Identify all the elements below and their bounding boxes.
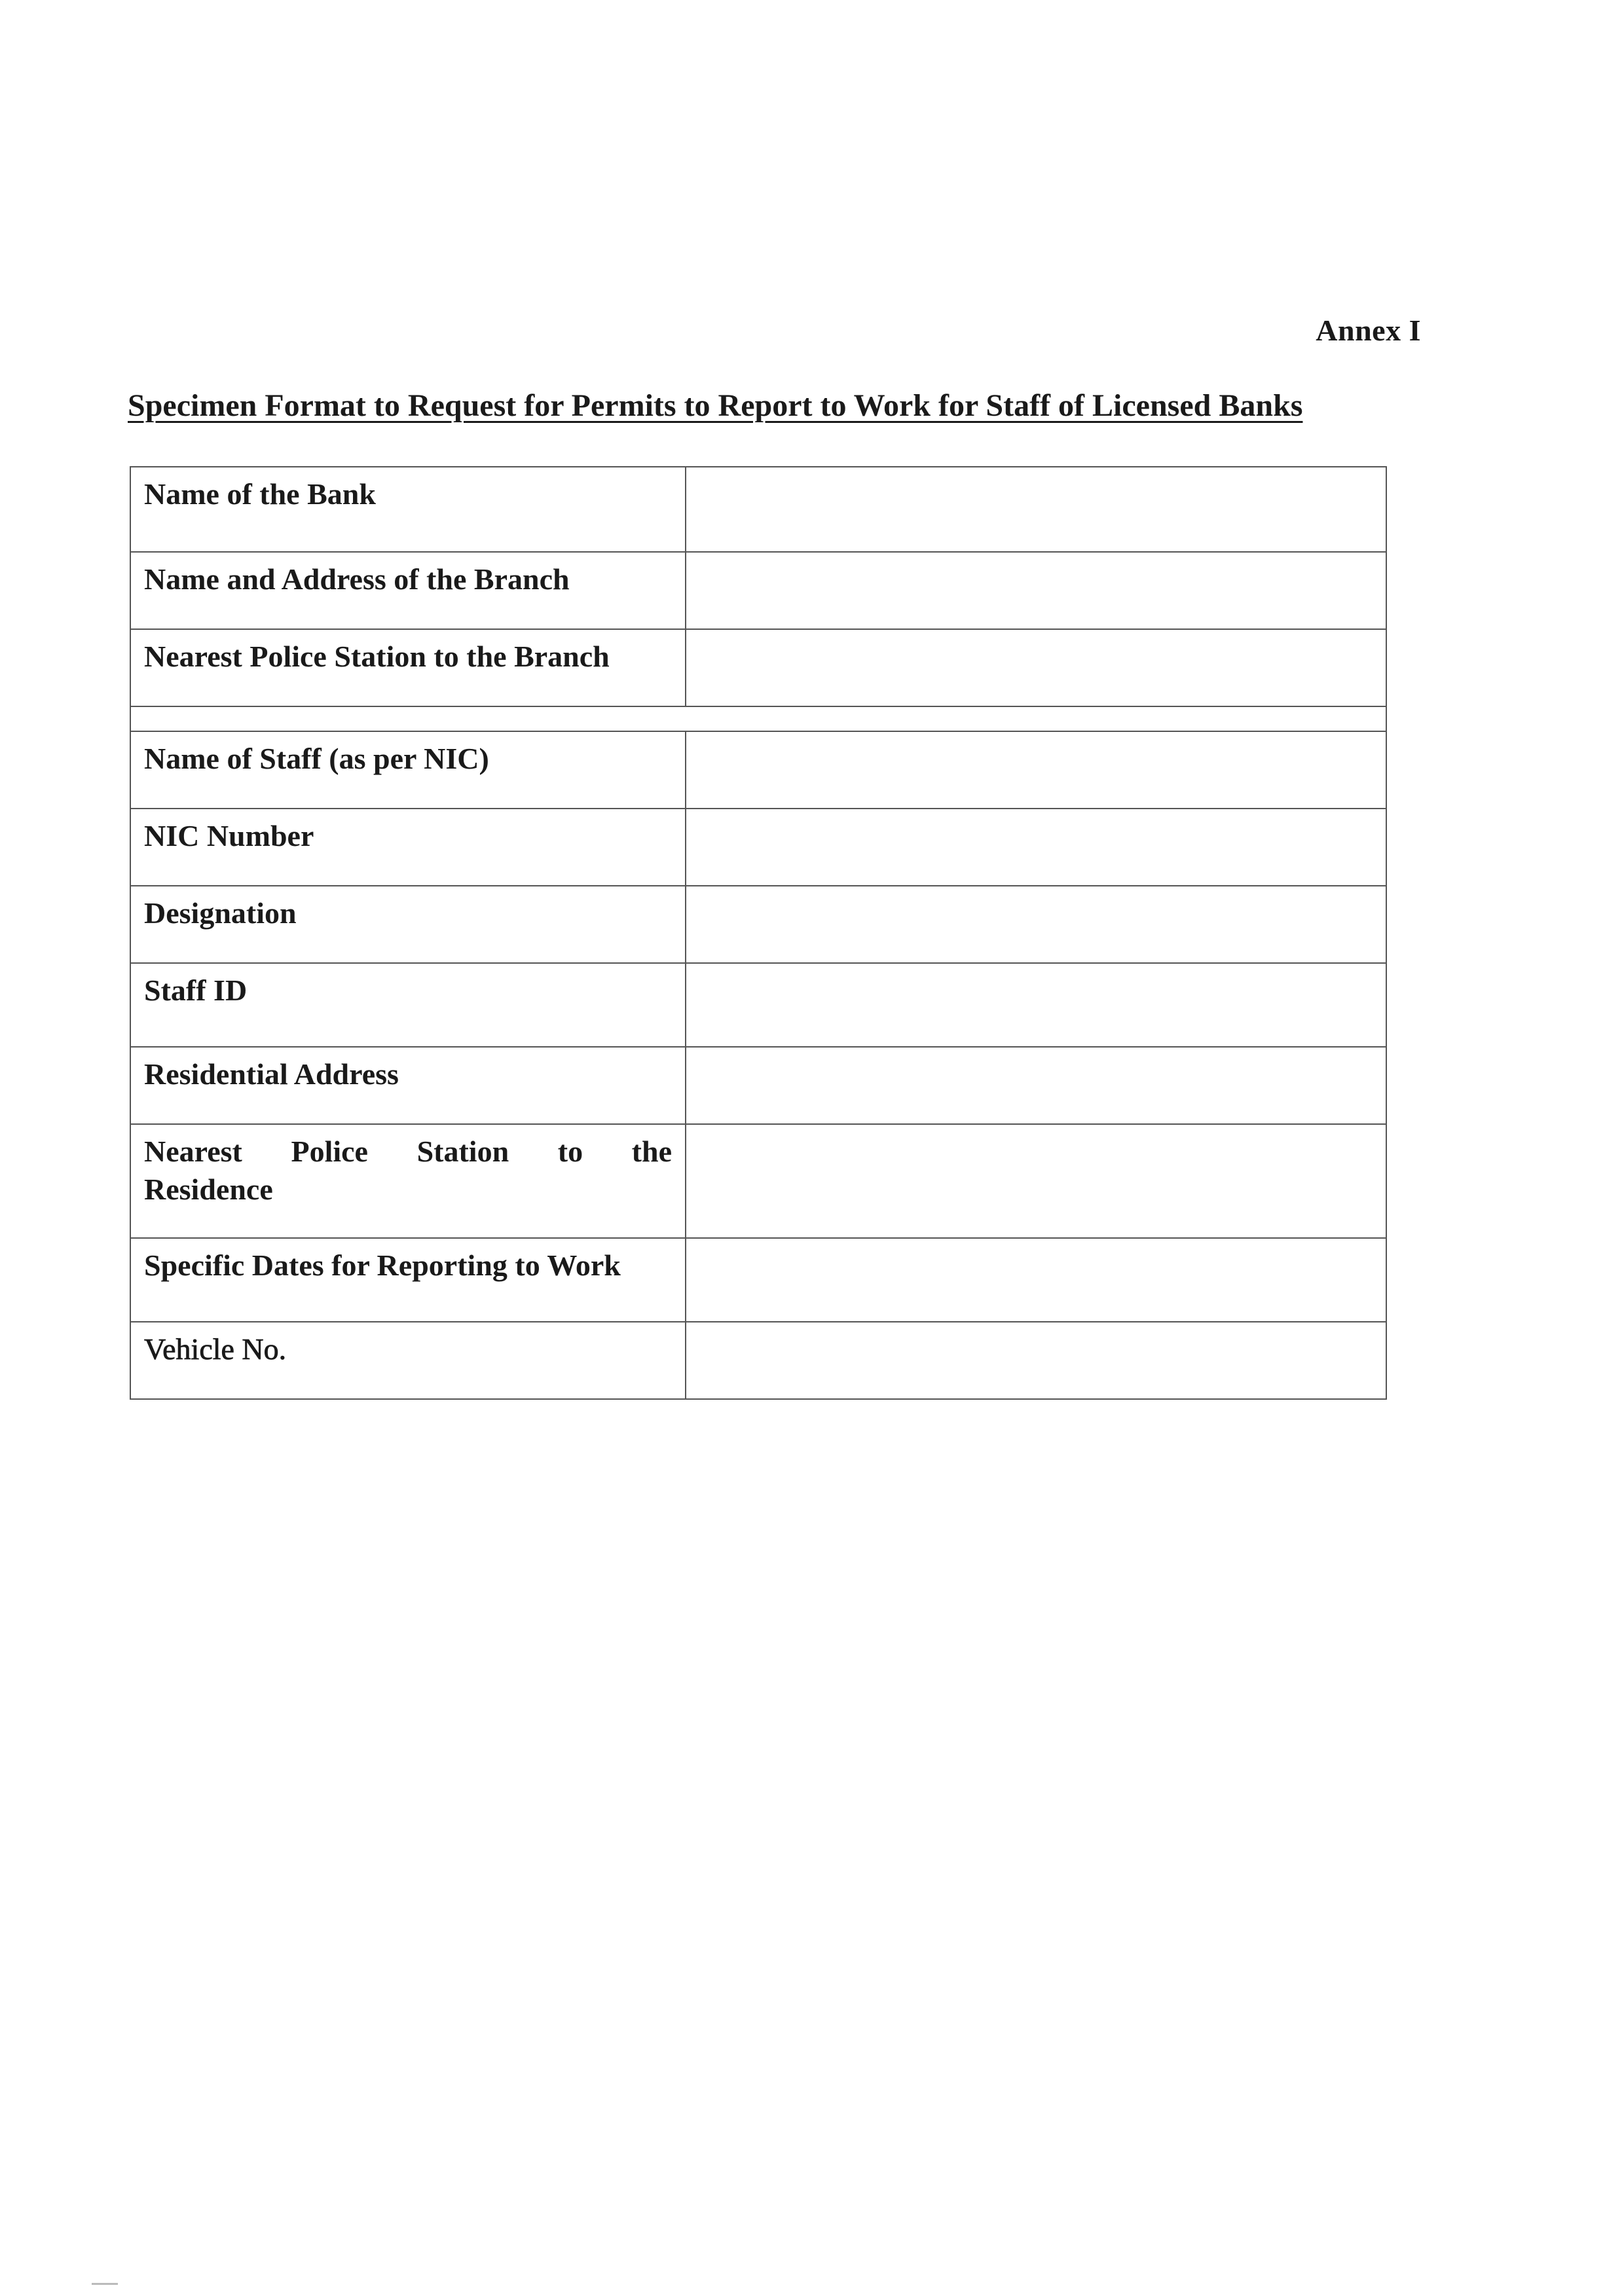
form-label: Name of the Bank — [130, 467, 686, 552]
form-row-branch-police-station — [130, 629, 1386, 706]
section-divider — [130, 706, 1386, 731]
form-label: Residential Address — [130, 1047, 686, 1124]
form-label — [130, 1124, 686, 1238]
form-label: Staff ID — [130, 963, 686, 1047]
form-row-residence-police-station — [130, 1124, 1386, 1238]
form-row-reporting-dates — [130, 1238, 1386, 1322]
staff-id-field[interactable] — [686, 963, 1386, 1047]
form-row-staff-id — [130, 963, 1386, 1047]
form-row-staff-name — [130, 731, 1386, 809]
form-label: Vehicle No. — [130, 1322, 686, 1399]
permit-request-form — [130, 466, 1387, 1400]
residential-address-field[interactable] — [686, 1047, 1386, 1124]
form-row-residential-address — [130, 1047, 1386, 1124]
form-label: Nearest Police Station to the Branch — [130, 629, 686, 706]
form-row-bank-name — [130, 467, 1386, 552]
branch-address-field[interactable] — [686, 552, 1386, 629]
form-label: Designation — [130, 886, 686, 963]
designation-field[interactable] — [686, 886, 1386, 963]
form-label-line-2: Residence — [144, 1173, 273, 1206]
form-label: Name and Address of the Branch — [130, 552, 686, 629]
section-divider-row — [130, 706, 1386, 731]
form-label: Specific Dates for Reporting to Work — [130, 1238, 686, 1322]
staff-name-field[interactable] — [686, 731, 1386, 809]
form-row-vehicle-no — [130, 1322, 1386, 1399]
nic-number-field[interactable] — [686, 809, 1386, 886]
form-label-line-1: Nearest Police Station to the — [144, 1135, 672, 1168]
annex-label: Annex I — [1316, 314, 1421, 347]
form-label: NIC Number — [130, 809, 686, 886]
residence-police-station-field[interactable] — [686, 1124, 1386, 1238]
form-label: Name of Staff (as per NIC) — [130, 731, 686, 809]
scan-mark — [92, 2283, 118, 2285]
reporting-dates-field[interactable] — [686, 1238, 1386, 1322]
form-row-branch-address — [130, 552, 1386, 629]
branch-police-station-field[interactable] — [686, 629, 1386, 706]
document-title: Specimen Format to Request for Permits to Report to Work for Staff of Licensed Banks — [128, 388, 1303, 423]
form-row-designation — [130, 886, 1386, 963]
vehicle-no-field[interactable] — [686, 1322, 1386, 1399]
form-row-nic-number — [130, 809, 1386, 886]
bank-name-field[interactable] — [686, 467, 1386, 552]
